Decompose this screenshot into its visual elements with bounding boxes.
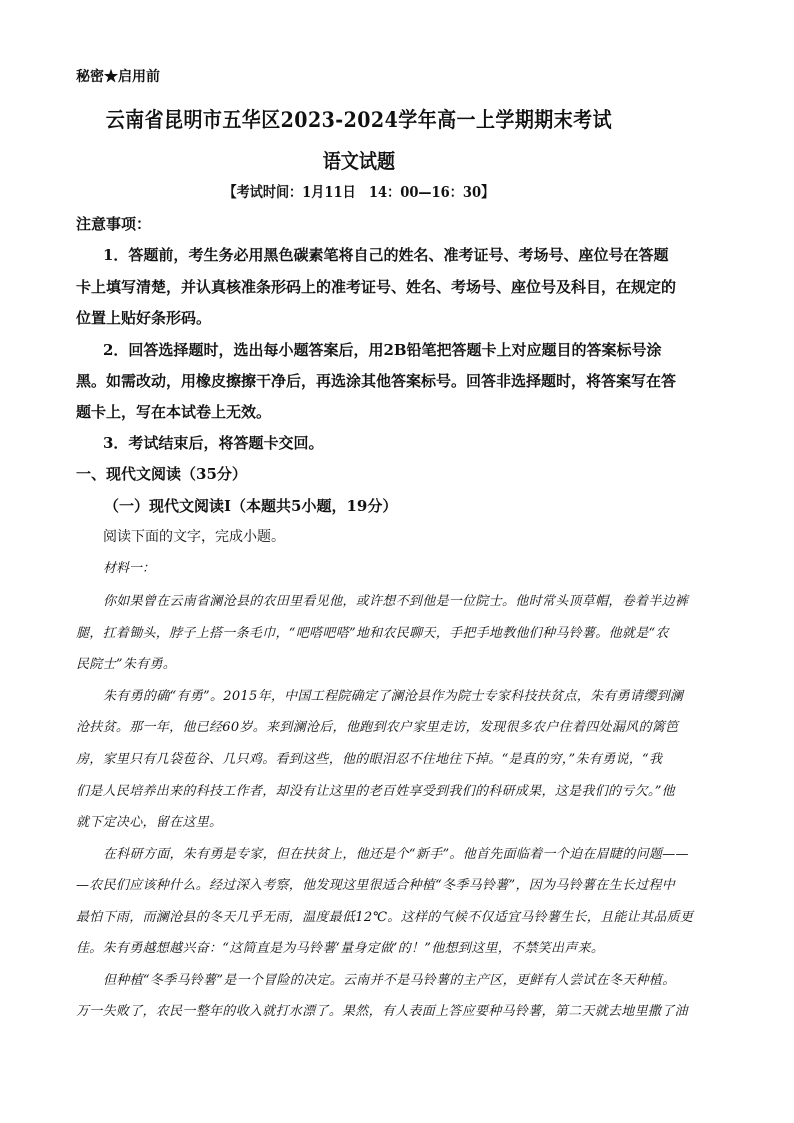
passage-line: 们是人民培养出来的科技工作者，却没有让这里的老百姓享受到我们的科研成果，这是我们的亏欠。”他 <box>76 784 675 799</box>
passage-line: 房，家里只有几袋苞谷、几只鸡。看到这些，他的眼泪忍不住地往下掉。“是真的穷，”朱有勇说，“我 <box>76 752 663 767</box>
passage-line: 民院士”朱有勇。 <box>76 657 177 672</box>
notice-line: 位置上贴好条形码。 <box>76 309 212 327</box>
reading-instruction: 阅读下面的文字，完成小题。 <box>103 529 285 545</box>
exam-time: 【考试时间：1月11日 14：00—16：30】 <box>223 184 495 201</box>
notice-line: 题卡上，写在本试卷上无效。 <box>76 403 272 421</box>
passage-line: 在科研方面，朱有勇是专家，但在扶贫上，他还是个“新手”。他首先面临着一个迫在眉睫的问题—— <box>103 847 689 862</box>
passage-line: 朱有勇的确“有勇”。2015年，中国工程院确定了澜沧县作为院士专家科技扶贫点，朱有勇请缨到澜 <box>103 689 684 704</box>
passage-line: —农民们应该种什么。经过深入考察，他发现这里很适合种植“冬季马铃薯”，因为马铃薯在生长过程中 <box>76 878 676 893</box>
notice-line: 2．回答选择题时，选出每小题答案后，用2B铅笔把答题卡上对应题目的答案标号涂 <box>103 341 662 359</box>
notice-line: 1．答题前，考生务必用黑色碳素笔将自己的姓名、准考证号、考场号、座位号在答题 <box>103 246 669 264</box>
notice-line: 黑。如需改动，用橡皮擦擦干净后，再选涂其他答案标号。回答非选择题时，将答案写在答 <box>76 372 677 390</box>
notice-heading: 注意事项： <box>76 215 152 233</box>
subsection-title: （一）现代文阅读Ⅰ（本题共5小题，19分） <box>104 497 398 515</box>
secret-label: 秘密★启用前 <box>76 69 160 85</box>
passage-line: 佳。朱有勇越想越兴奋：“这简直是为马铃薯‘量身定做’的！”他想到这里，不禁笑出声来。 <box>76 941 605 956</box>
passage-line: 但种植“冬季马铃薯”是一个冒险的决定。云南并不是马铃薯的主产区，更鲜有人尝试在冬天种植。 <box>103 973 676 988</box>
passage-line: 腿，扛着锄头，脖子上搭一条毛巾，“吧嗒吧嗒”地和农民聊天，手把手地教他们种马铃薯。他就是“农 <box>76 626 669 641</box>
passage-line: 最怕下雨，而澜沧县的冬天几乎无雨，温度最低12℃。这样的气候不仅适宜马铃薯生长，且能让其品质更 <box>76 910 694 925</box>
passage-line: 就下定决心，留在这里。 <box>76 815 223 830</box>
passage-line: 沧扶贫。那一年，他已经60岁。来到澜沧后，他跑到农户家里走访，发现很多农户住着四处漏风的篱笆 <box>76 720 679 735</box>
exam-title: 云南省昆明市五华区2023-2024学年高一上学期期末考试 <box>105 107 613 132</box>
passage-line: 你如果曾在云南省澜沧县的农田里看见他，或许想不到他是一位院士。他时常头顶草帽，卷着半边裤 <box>103 594 689 609</box>
exam-subtitle: 语文试题 <box>322 149 396 173</box>
material-label: 材料一： <box>103 561 156 576</box>
passage-line: 万一失败了，农民一整年的收入就打水漂了。果然，有人表面上答应要种马铃薯，第二天就去地里撒了油 <box>76 1004 688 1019</box>
notice-line: 3．考试结束后，将答题卡交回。 <box>103 434 324 452</box>
section-title: 一、现代文阅读（35分） <box>76 465 247 483</box>
notice-line: 卡上填写清楚，并认真核准条形码上的准考证号、姓名、考场号、座位号及科目，在规定的 <box>76 278 677 296</box>
